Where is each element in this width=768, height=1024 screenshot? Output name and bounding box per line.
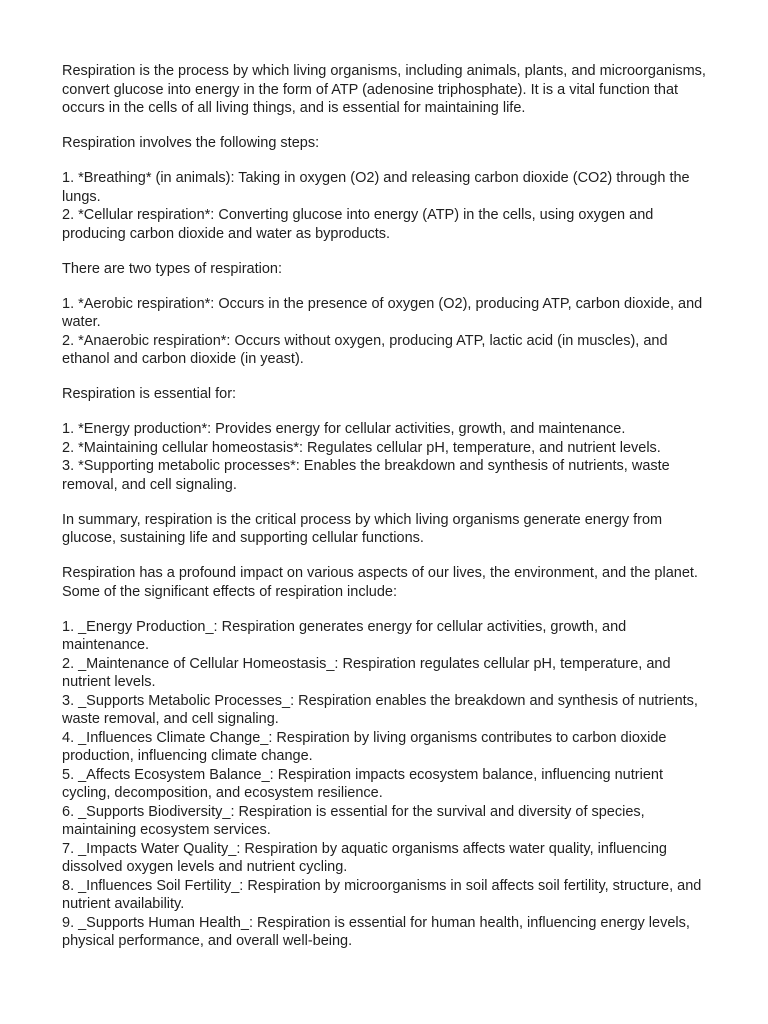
summary-paragraph: In summary, respiration is the critical process by which living organisms generate energy from glucose, sustaining life and supporting cellular functions. — [62, 511, 663, 546]
list-item: 2. *Cellular respiration*: Converting glucose into energy (ATP) in the cells, using oxygen and producing carbon dioxide and water as byproducts. — [62, 207, 654, 242]
list-item: 3. _Supports Metabolic Processes_: Respiration enables the breakdown and synthesis of nutrients, waste removal, and cell signaling. — [62, 692, 698, 727]
list-item: 7. _Impacts Water Quality_: Respiration by aquatic organisms affects water quality, influencing dissolved oxygen levels and nutrient cycling. — [62, 840, 667, 875]
document-page — [62, 62, 712, 967]
list-item: 1. *Breathing* (in animals): Taking in oxygen (O2) and releasing carbon dioxide (CO2) through the lungs. — [62, 170, 690, 205]
list-item: 2. _Maintenance of Cellular Homeostasis_: Respiration regulates cellular pH, temperature, and nutrient levels. — [62, 655, 671, 690]
list-item: 5. _Affects Ecosystem Balance_: Respiration impacts ecosystem balance, influencing nutrient cycling, decomposition, and ecosystem resilience. — [62, 766, 663, 801]
list-item: 4. _Influences Climate Change_: Respiration by living organisms contributes to carbon dioxide production, influencing climate change. — [62, 729, 667, 764]
list-item: 2. *Anaerobic respiration*: Occurs without oxygen, producing ATP, lactic acid (in muscles), and ethanol and carbon dioxide (in yeast). — [62, 332, 668, 367]
impact-intro-paragraph: Respiration has a profound impact on various aspects of our lives, the environment, and the planet. Some of the significant effects of respiration include: — [62, 565, 698, 600]
list-item: 1. _Energy Production_: Respiration generates energy for cellular activities, growth, and maintenance. — [62, 618, 627, 653]
list-item: 1. *Energy production*: Provides energy for cellular activities, growth, and maintenance. — [62, 421, 626, 437]
essentials-list — [62, 420, 712, 494]
types-list — [62, 295, 712, 369]
essential-heading: Respiration is essential for: — [62, 386, 237, 402]
types-heading: There are two types of respiration: — [62, 260, 283, 277]
list-item: 6. _Supports Biodiversity_: Respiration is essential for the survival and diversity of species, maintaining ecosystem services. — [62, 803, 645, 838]
list-item: 9. _Supports Human Health_: Respiration is essential for human health, influencing energy levels, physical performance, and overall well-being. — [62, 914, 690, 949]
list-item: 3. *Supporting metabolic processes*: Enables the breakdown and synthesis of nutrients, waste removal, and cell signaling. — [62, 458, 670, 493]
intro-paragraph: Respiration is the process by which living organisms, including animals, plants, and microorganisms, convert glucose into energy in the form of ATP (adenosine triphosphate). It is a vital function that occurs in the cells of all living things, and is essential for maintaining life. — [62, 63, 706, 116]
steps-list — [62, 169, 712, 243]
list-item: 1. *Aerobic respiration*: Occurs in the presence of oxygen (O2), producing ATP, carbon dioxide, and water. — [62, 295, 703, 330]
steps-heading: Respiration involves the following steps: — [62, 135, 320, 151]
list-item: 8. _Influences Soil Fertility_: Respiration by microorganisms in soil affects soil fertility, structure, and nutrient availability. — [62, 877, 702, 912]
list-item: 2. *Maintaining cellular homeostasis*: Regulates cellular pH, temperature, and nutrient levels. — [62, 439, 661, 456]
effects-list — [62, 618, 712, 951]
